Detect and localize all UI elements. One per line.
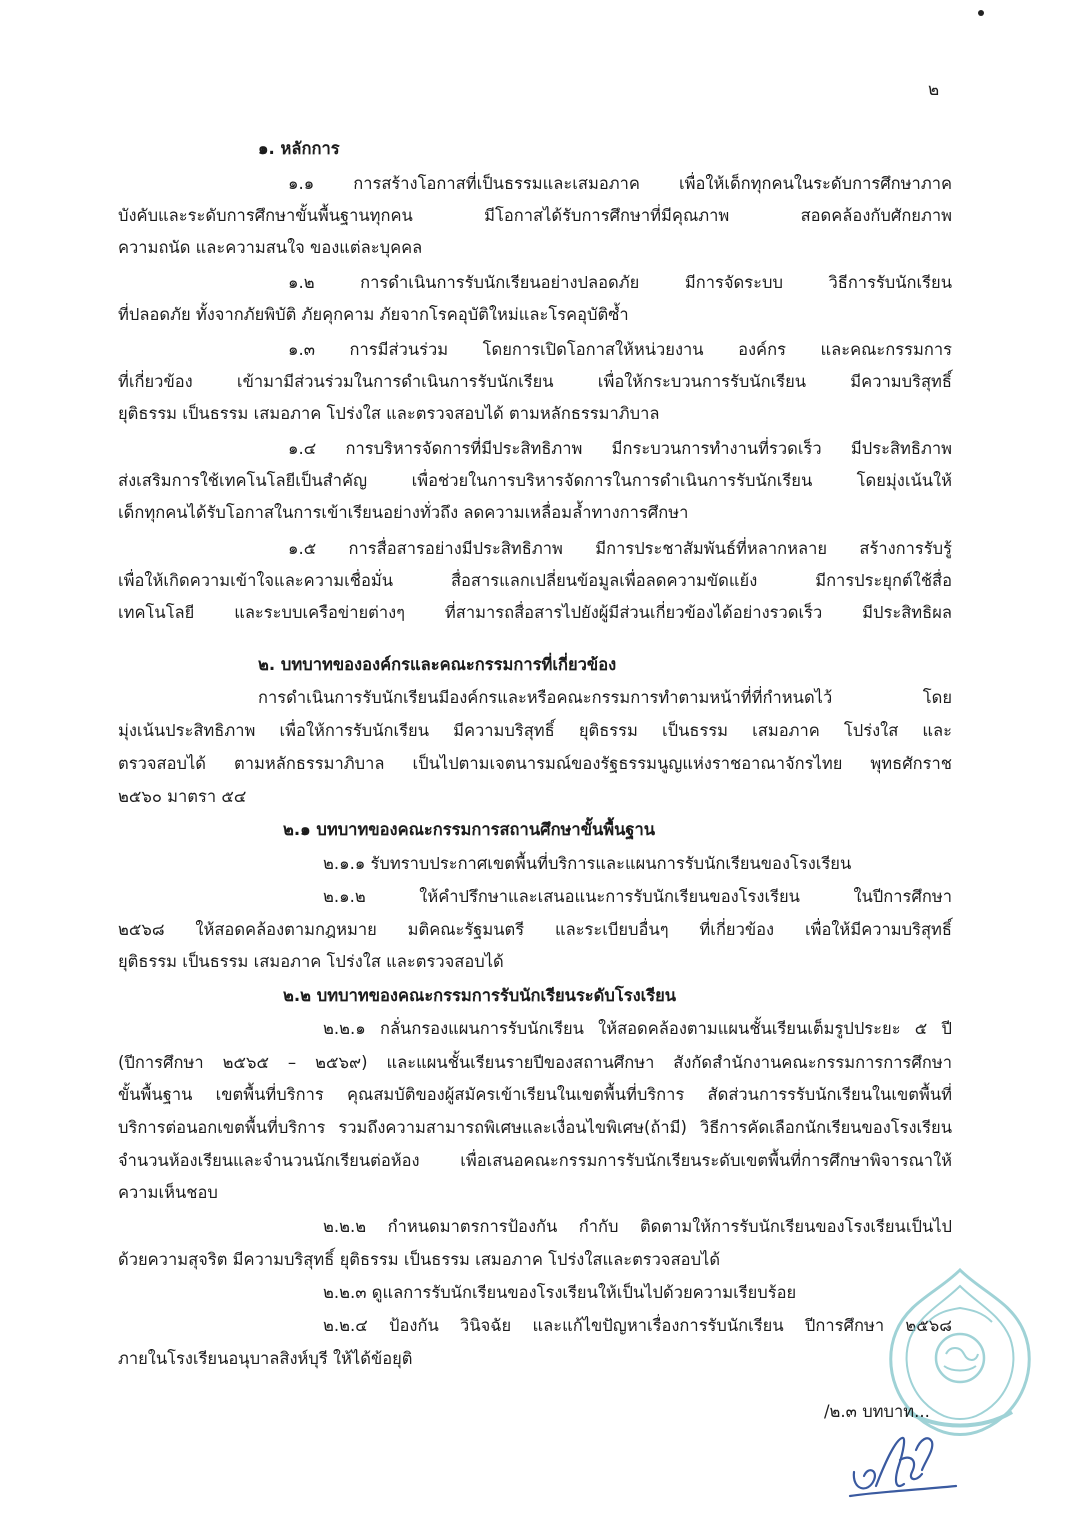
handwritten-signature <box>846 1420 966 1510</box>
paragraph-line: เทคโนโลยี และระบบเครือข่ายต่างๆ ที่สามารถสื่อสารไปยังผู้มีส่วนเกี่ยวข้องได้อย่างรวดเร็ว มีประสิทธิผล <box>118 603 952 622</box>
paragraph-line: ๒.๑.๑ รับทราบประกาศเขตพื้นที่บริการและแผนการรับนักเรียนของโรงเรียน <box>323 854 852 873</box>
paragraph-line: ๒.๒.๑ กลั่นกรองแผนการรับนักเรียน ให้สอดคล้องตามแผนชั้นเรียนเต็มรูปประยะ ๕ ปี <box>323 1019 952 1038</box>
paragraph-line: ยุติธรรม เป็นธรรม เสมอภาค โปร่งใส และตรวจสอบได้ ตามหลักธรรมาภิบาล <box>118 404 660 423</box>
paragraph-line: การดำเนินการรับนักเรียนมีองค์กรและหรือคณะกรรมการทำตามหน้าที่ที่กำหนดไว้ โดย <box>258 688 952 707</box>
paragraph-line: เพื่อให้เกิดความเข้าใจและความเชื่อมั่น สื่อสารแลกเปลี่ยนข้อมูลเพื่อลดความขัดแย้ง มีการประยุกต์ใช้สื่อ <box>118 571 952 590</box>
paragraph-line: มุ่งเน้นประสิทธิภาพ เพื่อให้การรับนักเรียน มีความบริสุทธิ์ ยุติธรรม เป็นธรรม เสมอภาค โปร่งใส และ <box>118 721 952 740</box>
page-number: ๒ <box>928 80 940 100</box>
paragraph-line: ยุติธรรม เป็นธรรม เสมอภาค โปร่งใส และตรวจสอบได้ <box>118 952 504 971</box>
paragraph-line: ๒.๒.๒ กำหนดมาตรการป้องกัน กำกับ ติดตามให้การรับนักเรียนของโรงเรียนเป็นไป <box>323 1217 952 1236</box>
paragraph-line: ๑.๔ การบริหารจัดการที่มีประสิทธิภาพ มีกระบวนการทำงานที่รวดเร็ว มีประสิทธิภาพ <box>288 439 952 458</box>
paragraph-line: ตรวจสอบได้ ตามหลักธรรมาภิบาล เป็นไปตามเจตนารมณ์ของรัฐธรรมนูญแห่งราชอาณาจักรไทย พุทธศักราช <box>118 754 952 773</box>
paragraph-line: จำนวนห้องเรียนและจำนวนนักเรียนต่อห้อง เพื่อเสนอคณะกรรมการรับนักเรียนระดับเขตพื้นที่การศึกษาพิจารณาให้ <box>118 1151 952 1170</box>
paragraph-line: เด็กทุกคนได้รับโอกาสในการเข้าเรียนอย่างทั่วถึง ลดความเหลื่อมล้ำทางการศึกษา <box>118 503 689 522</box>
continuation-note: /๒.๓ บทบาท... <box>824 1402 930 1421</box>
paragraph-line: ๑.๒ การดำเนินการรับนักเรียนอย่างปลอดภัย มีการจัดระบบ วิธีการรับนักเรียน <box>288 273 952 292</box>
section2-heading: ๒. บทบาทขององค์กรและคณะกรรมการที่เกี่ยวข้อง <box>258 655 617 674</box>
paragraph-line: ๑.๓ การมีส่วนร่วม โดยการเปิดโอกาสให้หน่วยงาน องค์กร และคณะกรรมการ <box>288 340 952 359</box>
paragraph-line: ๑.๕ การสื่อสารอย่างมีประสิทธิภาพ มีการประชาสัมพันธ์ที่หลากหลาย สร้างการรับรู้ <box>288 539 952 558</box>
paragraph-line: ขั้นพื้นฐาน เขตพื้นที่บริการ คุณสมบัติของผู้สมัครเข้าเรียนในเขตพื้นที่บริการ สัดส่วนการรรับนักเรียนในเขตพื้นที่ <box>118 1085 952 1104</box>
paragraph-line: ภายในโรงเรียนอนุบาลสิงห์บุรี ให้ได้ข้อยุติ <box>118 1349 413 1368</box>
paragraph-line: ๑.๑ การสร้างโอกาสที่เป็นธรรมและเสมอภาค เพื่อให้เด็กทุกคนในระดับการศึกษาภาค <box>288 174 952 193</box>
paragraph-line: ความถนัด และความสนใจ ของแต่ละบุคคล <box>118 238 423 257</box>
paragraph-line: ๒.๒.๓ ดูแลการรับนักเรียนของโรงเรียนให้เป็นไปด้วยความเรียบร้อย <box>323 1283 797 1302</box>
paragraph-line: ๒๕๖๘ ให้สอดคล้องตามกฎหมาย มติคณะรัฐมนตรี และระเบียบอื่นๆ ที่เกี่ยวข้อง เพื่อให้มีความบริสุทธิ์ <box>118 920 952 939</box>
paragraph-line: (ปีการศึกษา ๒๕๖๕ – ๒๕๖๙) และแผนชั้นเรียนรายปีของสถานศึกษา สังกัดสำนักงานคณะกรรมการการศึกษา <box>118 1053 952 1072</box>
paragraph-line: บังคับและระดับการศึกษาขั้นพื้นฐานทุกคน มีโอกาสได้รับการศึกษาที่มีคุณภาพ สอดคล้องกับศักยภาพ <box>118 206 952 225</box>
paragraph-line: ๒.๑.๒ ให้คำปรึกษาและเสนอแนะการรับนักเรียนของโรงเรียน ในปีการศึกษา <box>323 887 952 906</box>
paragraph-line: ด้วยความสุจริต มีความบริสุทธิ์ ยุติธรรม เป็นธรรม เสมอภาค โปร่งใสและตรวจสอบได้ <box>118 1250 721 1269</box>
paragraph-line: ๒.๒.๔ ป้องกัน วินิจฉัย และแก้ไขปัญหาเรื่องการรับนักเรียน ปีการศึกษา ๒๕๖๘ <box>323 1316 952 1335</box>
paragraph-line: ที่ปลอดภัย ทั้งจากภัยพิบัติ ภัยคุกคาม ภัยจากโรคอุบัติใหม่และโรคอุบัติซ้ำ <box>118 305 629 324</box>
paragraph-line: ที่เกี่ยวข้อง เข้ามามีส่วนร่วมในการดำเนินการรับนักเรียน เพื่อให้กระบวนการรับนักเรียน มีความบริสุทธิ์ <box>118 372 952 391</box>
paragraph-line: ความเห็นชอบ <box>118 1183 218 1202</box>
paragraph-line: ส่งเสริมการใช้เทคโนโลยีเป็นสำคัญ เพื่อช่วยในการบริหารจัดการในการดำเนินการรับนักเรียน โดยมุ่งเน้นให้ <box>118 471 952 490</box>
subsection-heading: ๒.๒ บทบาทของคณะกรรมการรับนักเรียนระดับโรงเรียน <box>283 986 677 1005</box>
section1-heading: ๑. หลักการ <box>258 139 340 158</box>
scan-mark <box>978 10 984 16</box>
subsection-heading: ๒.๑ บทบาทของคณะกรรมการสถานศึกษาขั้นพื้นฐาน <box>283 820 656 839</box>
paragraph-line: ๒๕๖๐ มาตรา ๕๔ <box>118 787 247 806</box>
paragraph-line: บริการต่อนอกเขตพื้นที่บริการ รวมถึงความสามารถพิเศษและเงื่อนไขพิเศษ(ถ้ามี) วิธีการคัดเลือกนักเรียนของโรงเรียน <box>118 1118 952 1137</box>
